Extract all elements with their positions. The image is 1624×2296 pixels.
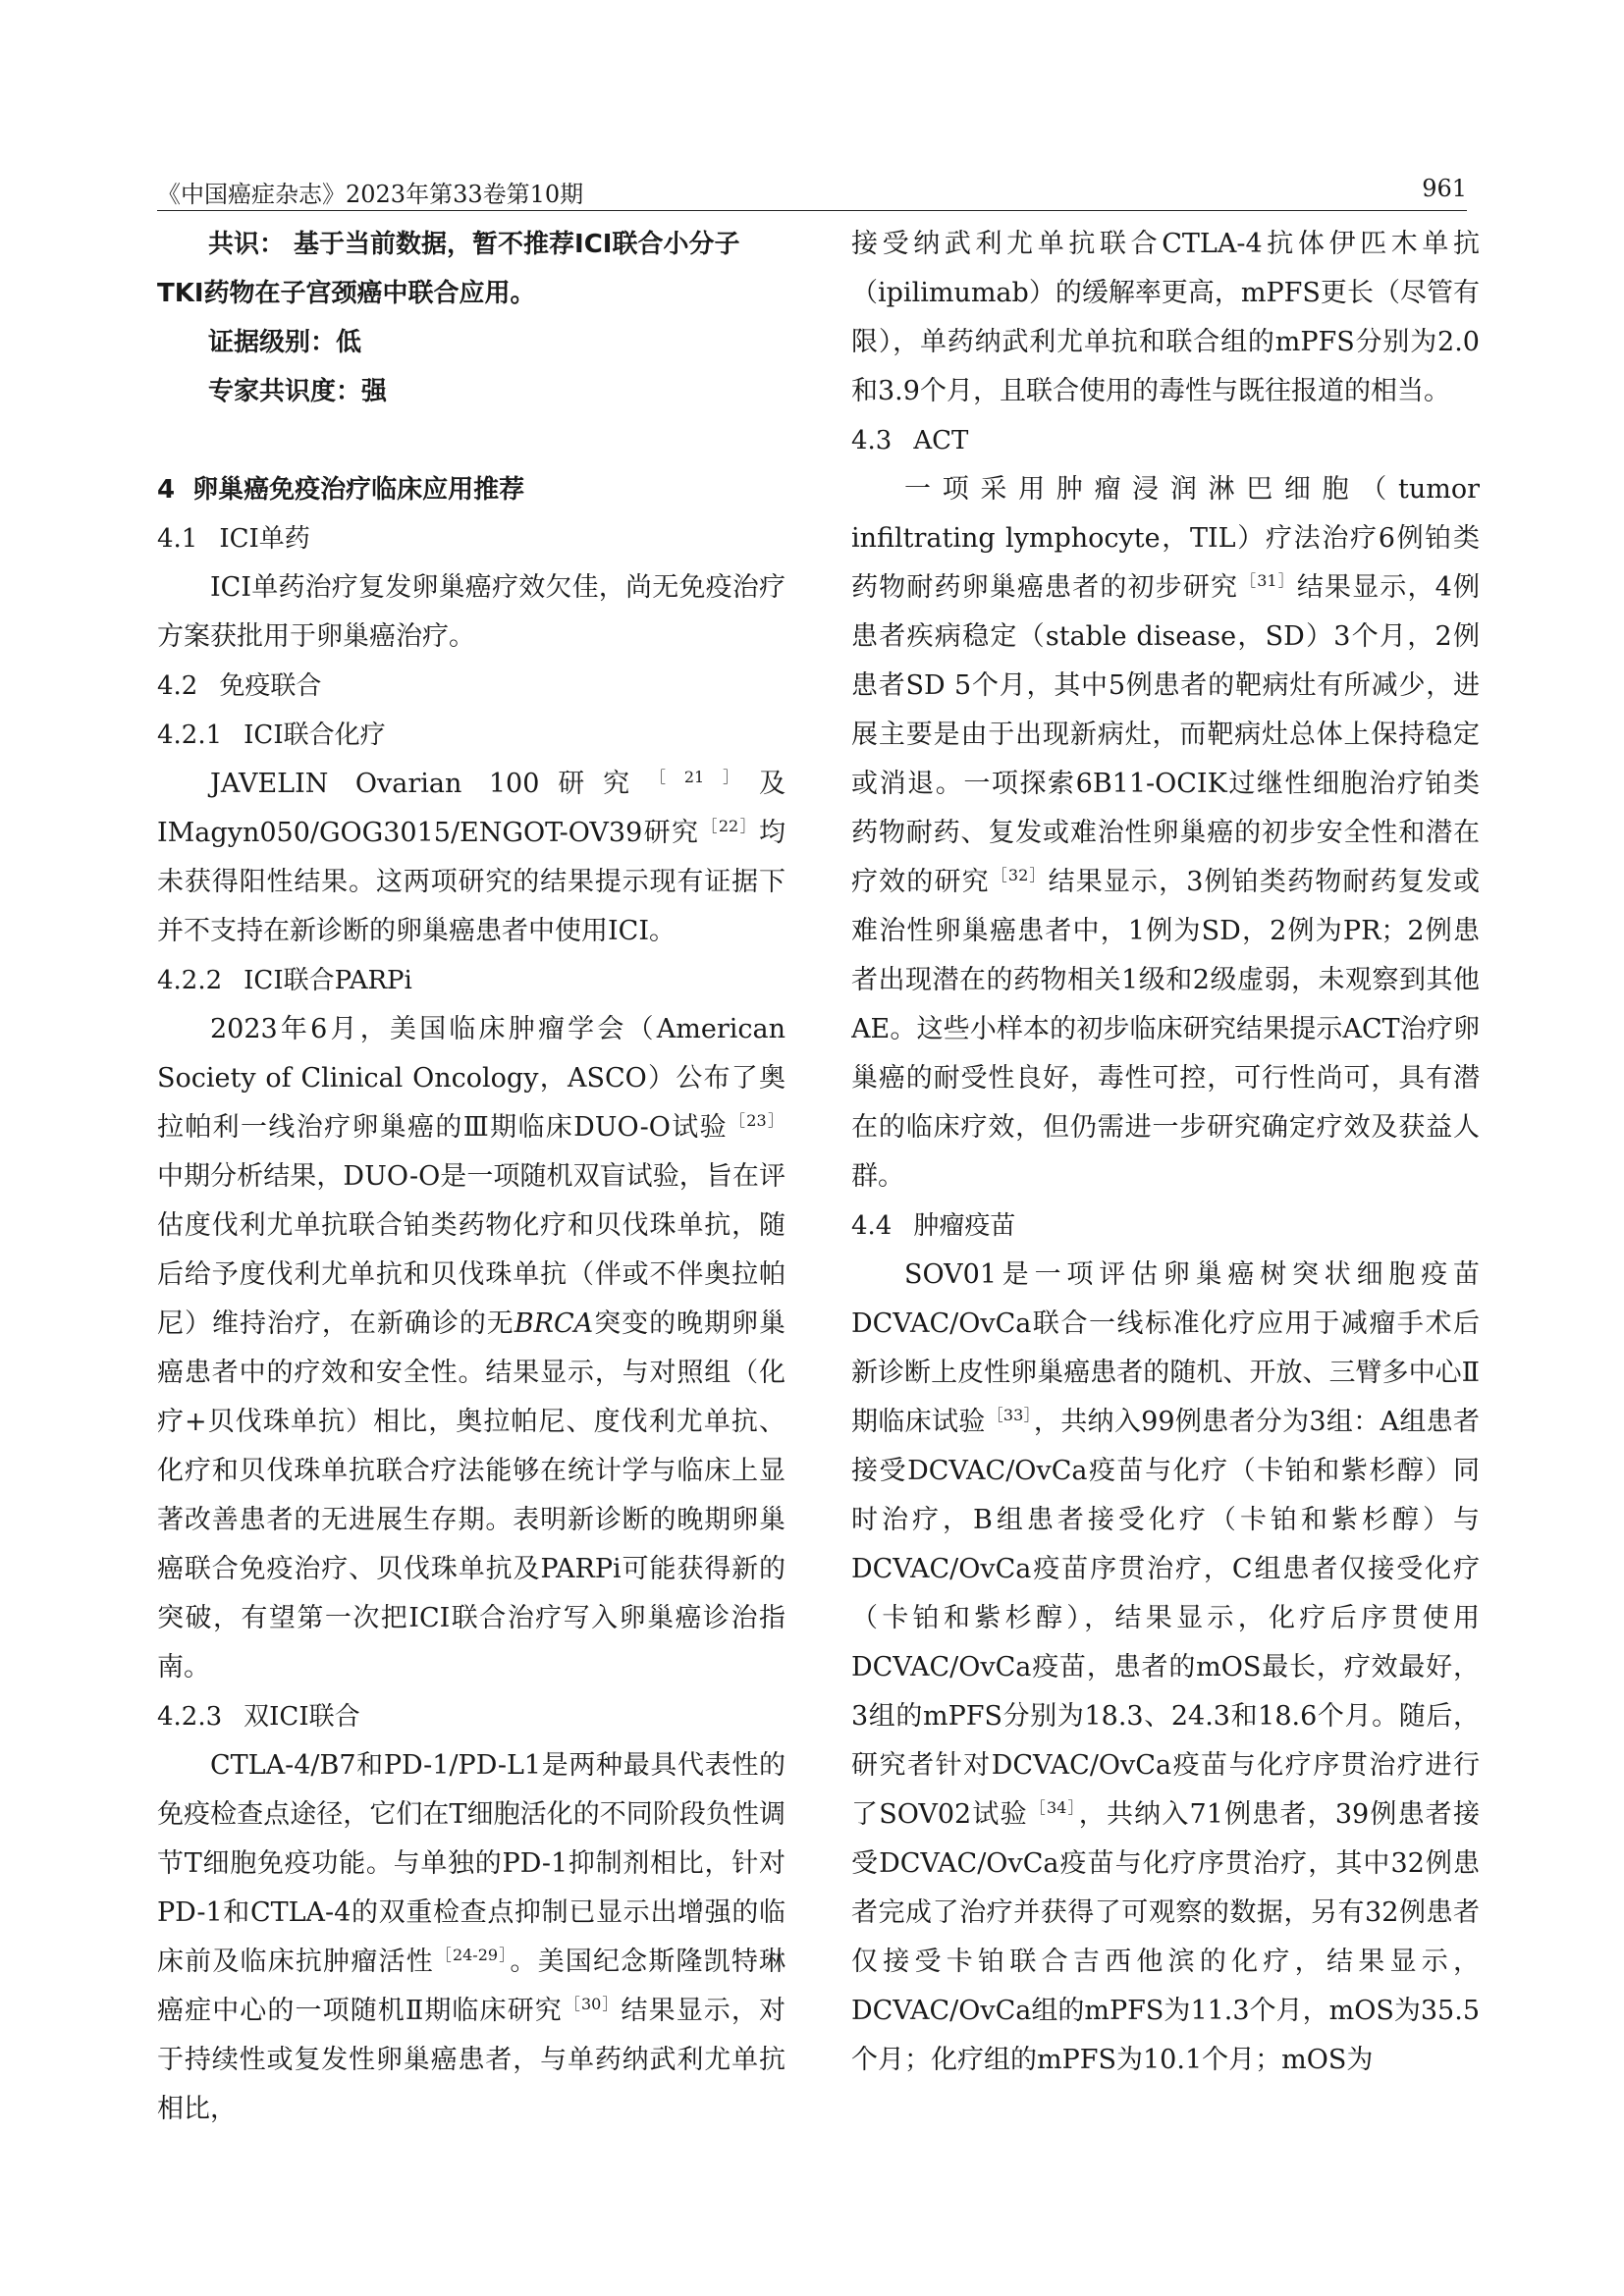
section-title: 免疫联合 bbox=[219, 671, 322, 701]
section-4-2-2-heading bbox=[157, 956, 785, 1005]
section-4-1-heading bbox=[157, 514, 785, 563]
citation-ref: ［33］ bbox=[987, 1406, 1032, 1424]
text-run: 中期分析结果，DUO-O是一项随机双盲试验，旨在评估度伐利尤单抗联合铂类药物化疗和贝伐珠单抗，随后给予度伐利尤单抗和贝伐珠单抗（伴或不伴奥拉帕尼）维持治疗，在新确诊的无 bbox=[157, 1161, 785, 1339]
section-title: 双ICI联合 bbox=[244, 1702, 360, 1732]
paragraph-4-2-2 bbox=[157, 1005, 785, 1692]
section-number: 4 bbox=[157, 475, 176, 505]
section-number: 4.2.3 bbox=[157, 1702, 223, 1732]
citation-ref: ［22］ bbox=[701, 817, 757, 835]
text-run: 及IMagyn050/GOG3015/ENGOT-OV39研究 bbox=[157, 769, 785, 848]
citation-ref: ［32］ bbox=[991, 866, 1047, 884]
text-run: 结果显示，4例患者疾病稳定（stable disease，SD）3个月，2例患者SD 5个月，其中5例患者的靶病灶有所减少，进展主要是由于出现新病灶，而靶病灶总体上保持稳定或消退。一项探索6B11-OCIK过继性细胞治疗铂类药物耐药、复发或难治性卵巢癌的初步安全性和潜在疗效的研究 bbox=[851, 572, 1480, 897]
text-run: 均未获得阳性结果。这两项研究的结果提示现有证据下并不支持在新诊断的卵巢癌患者中使用ICI。 bbox=[157, 818, 785, 946]
text-run: ，共纳入99例患者分为3组：A组患者接受DCVAC/OvCa疫苗与化疗（卡铂和紫杉醇）同时治疗，B组患者接受化疗（卡铂和紫杉醇）与DCVAC/OvCa疫苗序贯治疗，C组患者仅接受化疗（卡铂和紫杉醇），结果显示，化疗后序贯使用DCVAC/OvCa疫苗，患者的mOS最长，疗效最好，3组的mPFS分别为18.3、24.3和18.6个月。随后，研究者针对DCVAC/OvCa疫苗与化疗序贯治疗进行了SOV02试验 bbox=[851, 1407, 1480, 1830]
text-run: 。美国纪念斯隆凯特琳癌症中心的一项随机Ⅱ期临床研究 bbox=[157, 1947, 785, 2026]
section-number: 4.2.1 bbox=[157, 721, 223, 750]
citation-ref: ［31］ bbox=[1240, 571, 1295, 590]
section-title: 肿瘤疫苗 bbox=[913, 1211, 1016, 1241]
paragraph-4-3 bbox=[851, 465, 1480, 1201]
text-run: ，共纳入71例患者，39例患者接受DCVAC/OvCa疫苗与化疗序贯治疗，其中32例患者完成了治疗并获得了可观察的数据，另有32例患者仅接受卡铂联合吉西他滨的化疗，结果显示，DCVAC/OvCa组的mPFS为11.3个月，mOS为35.5个月；化疗组的mPFS为10.1个月；mOS为 bbox=[851, 1799, 1480, 2075]
citation-ref: ［24-29］ bbox=[435, 1946, 509, 1964]
left-column bbox=[157, 220, 785, 2144]
header-rule bbox=[157, 210, 1467, 211]
journal-title: 《中国癌症杂志》2023年第33卷第10期 bbox=[157, 181, 584, 208]
section-title: ACT bbox=[913, 426, 969, 455]
section-number: 4.4 bbox=[851, 1211, 893, 1241]
text-run: CTLA-4/B7和PD-1/PD-L1是两种最具代表性的免疫检查点途径，它们在T细胞活化的不同阶段负性调节T细胞免疫功能。与单独的PD-1抑制剂相比，针对PD-1和CTLA-4的双重检查点抑制已显示出增强的临床前及临床抗肿瘤活性 bbox=[157, 1750, 785, 1977]
running-header bbox=[157, 175, 1467, 208]
section-4-2-3-heading bbox=[157, 1692, 785, 1741]
section-4-2-heading bbox=[157, 662, 785, 711]
consensus-statement: 共识： 基于当前数据，暂不推荐ICI联合小分子TKI药物在子宫颈癌中联合应用。 bbox=[157, 230, 740, 308]
section-number: 4.2.2 bbox=[157, 966, 223, 995]
paragraph-4-2-3 bbox=[157, 1741, 785, 2134]
citation-ref: ［21］ bbox=[650, 768, 757, 786]
citation-ref: ［23］ bbox=[729, 1111, 784, 1130]
paragraph-4-4 bbox=[851, 1251, 1480, 2085]
text-run: 2023年6月，美国临床肿瘤学会（American Society of Clinical Oncology，ASCO）公布了奥拉帕利一线治疗卵巢癌的Ⅲ期临床DUO-O试验 bbox=[157, 1014, 785, 1143]
section-4-heading bbox=[157, 465, 785, 514]
right-column bbox=[851, 220, 1480, 2144]
text-run: 突变的晚期卵巢癌患者中的疗效和安全性。结果显示，与对照组（化疗+贝伐珠单抗）相比，奥拉帕尼、度伐利尤单抗、化疗和贝伐珠单抗联合疗法能够在统计学与临床上显著改善患者的无进展生存期。表明新诊断的晚期卵巢癌联合免疫治疗、贝伐珠单抗及PARPi可能获得新的突破，有望第一次把ICI联合治疗写入卵巢癌诊治指南。 bbox=[157, 1308, 785, 1682]
citation-ref: ［30］ bbox=[564, 1995, 620, 2013]
section-4-3-heading bbox=[851, 416, 1480, 465]
section-number: 4.1 bbox=[157, 524, 198, 554]
text-run: 一项采用肿瘤浸润淋巴细胞（tumor infiltrating lymphocyte，TIL）疗法治疗6例铂类药物耐药卵巢癌患者的初步研究 bbox=[851, 474, 1480, 603]
section-4-2-1-heading bbox=[157, 711, 785, 760]
section-title: ICI联合化疗 bbox=[244, 721, 386, 750]
text-run: SOV01是一项评估卵巢癌树突状细胞疫苗DCVAC/OvCa联合一线标准化疗应用于减瘤手术后新诊断上皮性卵巢癌患者的随机、开放、三臂多中心Ⅱ期临床试验 bbox=[851, 1259, 1480, 1437]
page-number: 961 bbox=[1422, 175, 1467, 202]
paragraph-4-1: ICI单药治疗复发卵巢癌疗效欠佳，尚无免疫治疗方案获批用于卵巢癌治疗。 bbox=[157, 572, 785, 652]
section-number: 4.3 bbox=[851, 426, 893, 455]
text-run: JAVELIN Ovarian 100研究 bbox=[210, 769, 648, 799]
section-4-4-heading bbox=[851, 1201, 1480, 1251]
expert-agreement: 专家共识度：强 bbox=[208, 377, 388, 406]
citation-ref: ［34］ bbox=[1029, 1798, 1077, 1817]
section-title: 卵巢癌免疫治疗临床应用推荐 bbox=[192, 475, 525, 505]
section-number: 4.2 bbox=[157, 671, 198, 701]
text-run: 结果显示，对于持续性或复发性卵巢癌患者，与单药纳武利尤单抗相比， bbox=[157, 1996, 785, 2124]
gene-name: BRCA bbox=[514, 1308, 594, 1339]
paragraph-4-2-1 bbox=[157, 760, 785, 956]
paragraph-continued: 接受纳武利尤单抗联合CTLA-4抗体伊匹木单抗（ipilimumab）的缓解率更高，mPFS更长（尽管有限），单药纳武利尤单抗和联合组的mPFS分别为2.0和3.9个月，且联合使用的毒性与既往报道的相当。 bbox=[851, 229, 1480, 406]
evidence-level: 证据级别：低 bbox=[208, 328, 362, 357]
text-run: 结果显示，3例铂类药物耐药复发或难治性卵巢癌患者中，1例为SD，2例为PR；2例患者出现潜在的药物相关1级和2级虚弱，未观察到其他AE。这些小样本的初步临床研究结果提示ACT治疗卵巢癌的耐受性良好，毒性可控，可行性尚可，具有潜在的临床疗效，但仍需进一步研究确定疗效及获益人群。 bbox=[851, 867, 1480, 1192]
section-title: ICI单药 bbox=[219, 524, 310, 554]
section-title: ICI联合PARPi bbox=[244, 966, 412, 995]
